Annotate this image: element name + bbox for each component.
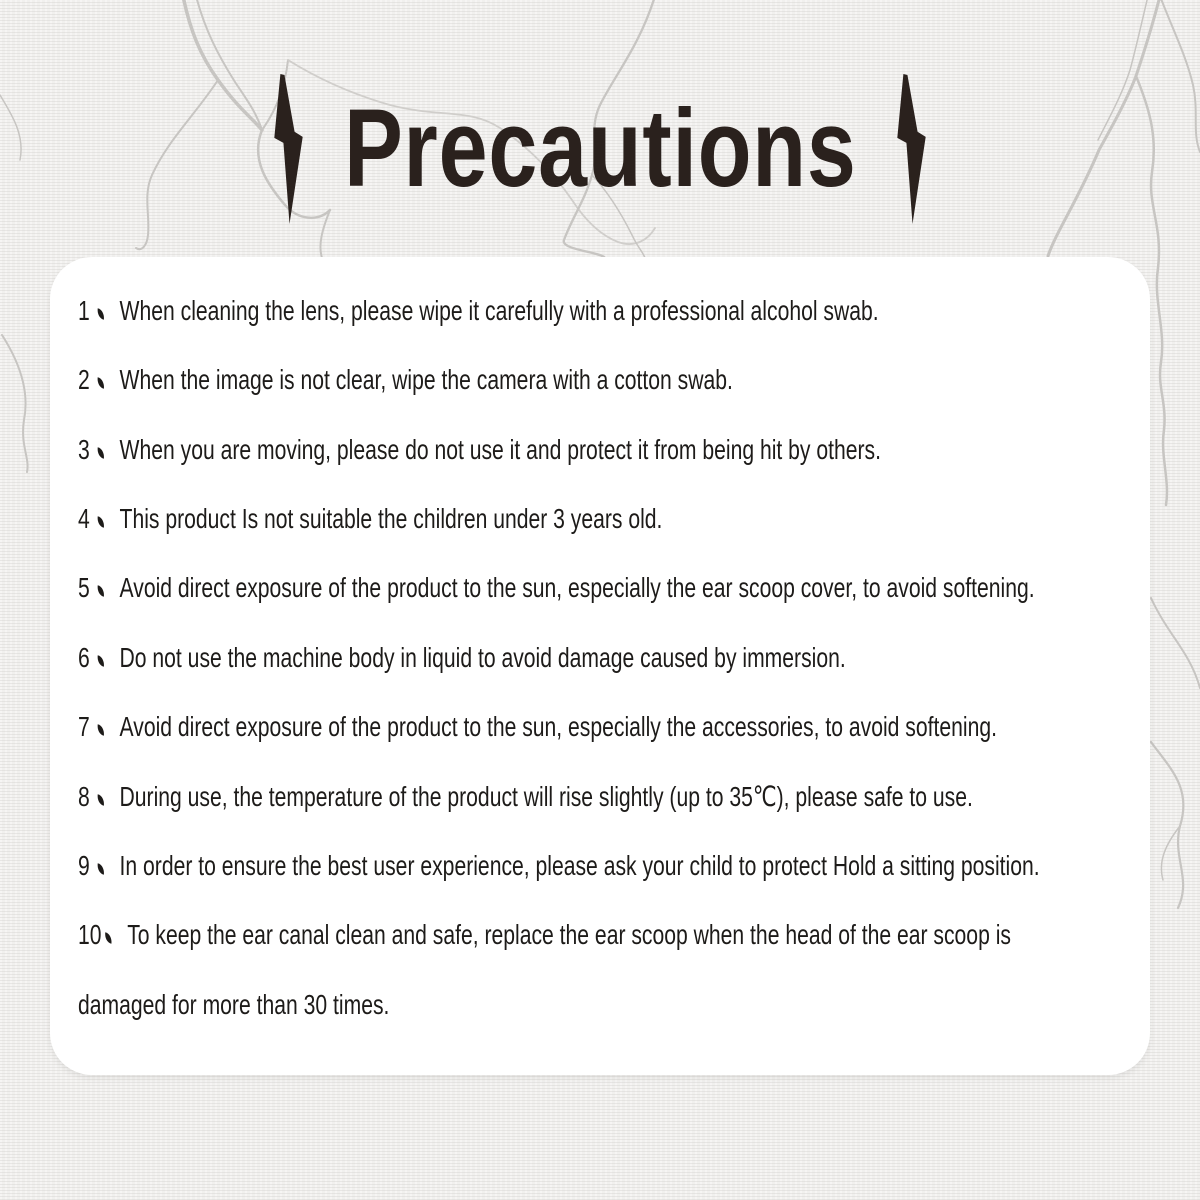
list-item-text: Avoid direct exposure of the product to the sun, especially the ear scoop cover, to avoid softening. [119, 572, 1035, 604]
list-item-text: To keep the ear canal clean and safe, replace the ear scoop when the head of the ear scoop is [127, 919, 1011, 951]
list-item [78, 276, 1132, 345]
ideographic-comma-icon [96, 655, 105, 667]
list-item-text: Do not use the machine body in liquid to avoid damage caused by immersion. [119, 641, 846, 673]
ideographic-comma-icon [96, 378, 105, 390]
lightning-bolt-icon [273, 74, 304, 224]
list-item [78, 623, 1132, 692]
list-item-number: 6 [78, 641, 90, 673]
ideographic-comma-icon [96, 863, 105, 875]
list-item-continuation [78, 970, 1132, 1039]
list-item [78, 345, 1132, 414]
list-item-text: damaged for more than 30 times. [78, 988, 390, 1020]
list-item-text: During use, the temperature of the product will rise slightly (up to 35℃), please safe to use. [119, 780, 973, 812]
precautions-card [50, 257, 1150, 1075]
ideographic-comma-icon [96, 308, 105, 320]
list-item-number: 8 [78, 780, 90, 812]
list-item-text: In order to ensure the best user experience, please ask your child to protect Hold a sitting position. [119, 850, 1040, 882]
title-row [0, 74, 1200, 224]
list-item-number: 10 [78, 919, 102, 951]
list-item [78, 901, 1132, 970]
page-title: Precautions [343, 87, 857, 210]
ideographic-comma-icon [96, 724, 105, 736]
list-item-number: 2 [78, 364, 90, 396]
ideographic-comma-icon [104, 933, 113, 945]
list-item [78, 415, 1132, 484]
list-item-text: When cleaning the lens, please wipe it carefully with a professional alcohol swab. [119, 294, 879, 326]
list-item-number: 9 [78, 850, 90, 882]
list-item [78, 831, 1132, 900]
list-item-number: 5 [78, 572, 90, 604]
ideographic-comma-icon [96, 516, 105, 528]
list-item-number: 4 [78, 503, 90, 535]
ideographic-comma-icon [96, 586, 105, 598]
list-item-number: 3 [78, 433, 90, 465]
ideographic-comma-icon [96, 794, 105, 806]
list-item-text: This product Is not suitable the children under 3 years old. [119, 503, 663, 535]
list-item-text: Avoid direct exposure of the product to the sun, especially the accessories, to avoid softening. [119, 711, 997, 743]
list-item [78, 484, 1132, 553]
list-item [78, 762, 1132, 831]
list-item-text: When the image is not clear, wipe the camera with a cotton swab. [119, 364, 733, 396]
list-item-number: 1 [78, 294, 90, 326]
list-item-number: 7 [78, 711, 90, 743]
list-item [78, 692, 1132, 761]
ideographic-comma-icon [96, 447, 105, 459]
lightning-bolt-icon [896, 74, 927, 224]
list-item [78, 554, 1132, 623]
list-item-text: When you are moving, please do not use it and protect it from being hit by others. [119, 433, 881, 465]
